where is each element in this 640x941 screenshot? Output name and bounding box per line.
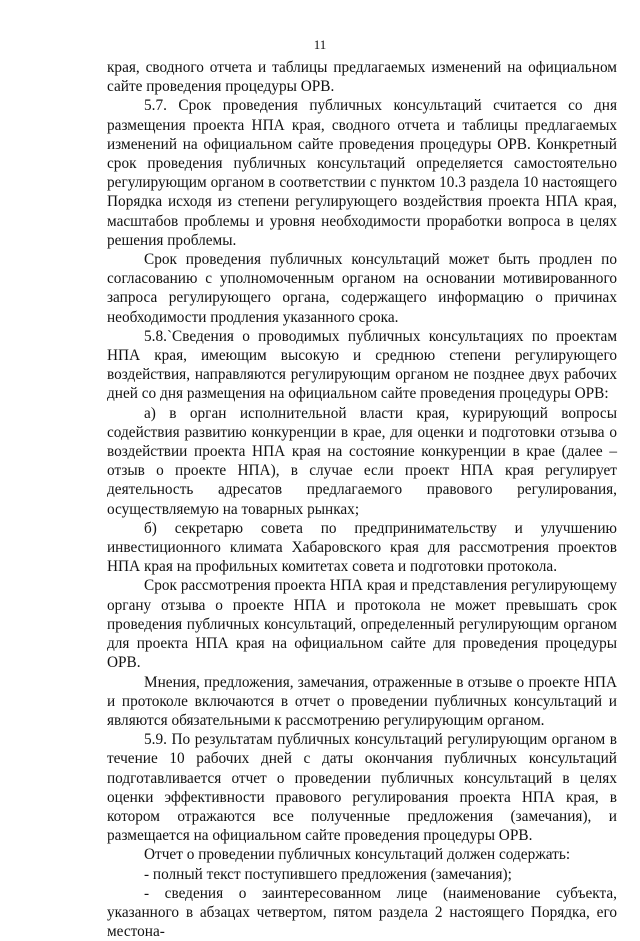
list-item: б) секретарю совета по предпринимательству и улучшению инвестиционного климата Хабаровского края для рассмотрения проектов НПА края на профильных комитетах совета и подготовки протокола. xyxy=(107,519,617,576)
paragraph: Срок проведения публичных консультаций может быть продлен по согласованию с уполномоченным органом на основании мотивированного запроса регулирующего органа, содержащего информацию о причинах необходимости продления указанного срока. xyxy=(107,251,617,326)
list-item: - сведения о заинтересованном лице (наименование субъекта, указанного в абзацах четвертом, пятом раздела 2 настоящего Порядка, его местона- xyxy=(107,884,617,941)
page-number: 11 xyxy=(313,37,327,52)
paragraph: 5.9. По результатам публичных консультаций регулирующим органом в течение 10 рабочих дней с даты окончания публичных консультаций подготавливается отчет о проведении публичных консультаций в целях оценки эффективности правового регулирования проекта НПА края, в котором отражаются все полученные предложения (замечания), и размещается на официальном сайте проведения процедуры ОРВ. xyxy=(107,731,617,845)
paragraph: края, сводного отчета и таблицы предлагаемых изменений на официальном сайте проведения процедуры ОРВ. xyxy=(107,59,617,96)
list-item: а) в орган исполнительной власти края, курирующий вопросы содействия развитию конкуренции в крае, для оценки и подготовки отзыва о воздействии проекта НПА края на состояние конкуренции в крае (далее – отзыв о проекте НПА), в случае если проект НПА края регулирует деятельность адресатов предлагаемого правового регулирования, осуществляемую на товарных рынках; xyxy=(107,404,617,518)
paragraph: 5.8.`Сведения о проводимых публичных консультациях по проектам НПА края, имеющим высокую и среднюю степени регулирующего воздействия, направляются регулирующим органом не позднее двух рабочих дней со дня размещения на официальном сайте проведения процедуры ОРВ: xyxy=(107,327,617,403)
list-item: - полный текст поступившего предложения (замечания); xyxy=(144,865,512,883)
paragraph: 5.7. Срок проведения публичных консультаций считается со дня размещения проекта НПА края, сводного отчета и таблицы предлагаемых изменений на официальном сайте проведения процедуры ОРВ. Конкретный срок проведения публичных консультаций определяется самостоятельно регулирующим органом в соответствии с пунктом 10.3 раздела 10 настоящего Порядка исходя из степени регулирующего воздействия проекта НПА края, масштабов проблемы и уровня необходимости проработки вопроса в целях решения проблемы. xyxy=(107,97,617,249)
document-body xyxy=(107,58,617,941)
paragraph: Срок рассмотрения проекта НПА края и представления регулирующему органу отзыва о проекте НПА и протокола не может превышать срок проведения публичных консультаций, определенный регулирующим органом для проекта НПА края на официальном сайте для проведения процедуры ОРВ. xyxy=(107,577,617,672)
paragraph: Мнения, предложения, замечания, отраженные в отзыве о проекте НПА и протоколе включаются в отчет о проведении публичных консультаций и являются обязательными к рассмотрению регулирующим органом. xyxy=(107,673,617,729)
paragraph: Отчет о проведении публичных консультаций должен содержать: xyxy=(144,846,571,864)
